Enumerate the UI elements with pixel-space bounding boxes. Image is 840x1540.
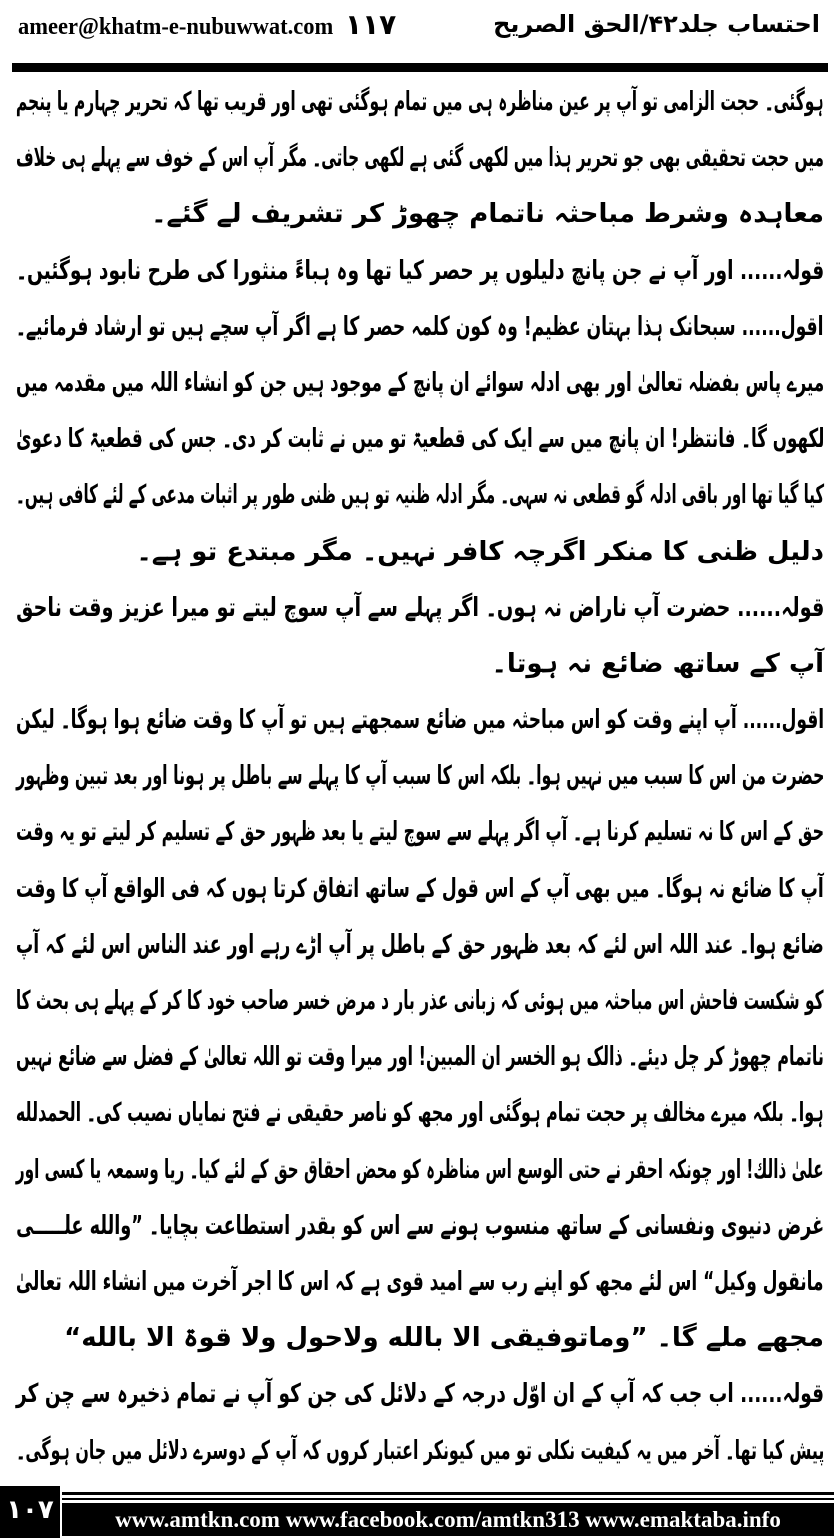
header-rule	[12, 63, 828, 72]
text-line-content: مانقول وکیل“ اس لئے مجھ کو اپنے رب سے امید قوی ہے کہ اس کا اجر آخرت میں انشاء اللہ تعالیٰ	[16, 1266, 824, 1297]
text-line	[16, 861, 824, 917]
text-line-content: ہوا۔ بلکہ میرے مخالف پر حجت تمام ہوگئی اور مجھ کو ناصر حقیقی نے فتح نمایاں نصیب کی۔ الحمدلله	[16, 1098, 824, 1129]
header-page-number: ۱۱۷	[345, 8, 397, 41]
text-line	[16, 1423, 824, 1479]
text-line-content: پیش کیا تھا۔ آخر میں یہ کیفیت نکلی تو میں کیونکر اعتبار کروں کہ آپ کے دوسرے دلائل میں جان ہوگی۔	[15, 1435, 824, 1466]
text-line	[16, 1254, 824, 1310]
text-line	[16, 524, 824, 580]
text-line-content: دلیل ظنی کا منکر اگرچہ کافر نہیں۔ مگر مبتدع تو ہے۔	[136, 536, 824, 567]
text-line-content: مجھے ملے گا۔ ”وماتوفیقی الا بالله ولاحول ولا قوۃ الا بالله“	[64, 1323, 824, 1354]
text-line-content: اقول...... آپ اپنے وقت کو اس مباحثہ میں ضائع سمجھتے ہیں تو آپ کا وقت ضائع ہوا ہوگا۔ لیکن	[15, 705, 824, 736]
text-line	[16, 973, 824, 1029]
text-line	[16, 299, 824, 355]
text-line-content: علیٰ ذالك! اور چونکہ احقر نے حتی الوسع اس مناظرہ کو محض احقاق حق کے لئے کیا۔ ریا وسمعہ یا کسی اور	[16, 1154, 824, 1185]
text-line-content: لکھوں گا۔ فانتظر! ان پانچ میں سے ایک کی قطعیۃ تو میں نے ثابت کر دی۔ جس کی قطعیۃ کا دعویٰ	[15, 424, 824, 455]
text-line-content: معاہدہ وشرط مباحثہ ناتمام چھوڑ کر تشریف لے گئے۔	[151, 199, 824, 230]
text-line	[16, 804, 824, 860]
text-line-content: کیا گیا تھا اور باقی ادلہ گو قطعی نہ سہی۔ مگر ادلہ ظنیہ تو ہیں ظنی طور پر اثبات مدعی کے لئے کافی ہیں۔	[15, 480, 824, 511]
text-line-content: غرض دنیوی ونفسانی کے ساتھ منسوب ہونے سے اس کو بقدر استطاعت بچایا۔ ”والله علـــــی	[15, 1210, 824, 1241]
text-line	[16, 917, 824, 973]
text-line-content: حضرت من اس کا سبب میں نہیں ہوا۔ بلکہ اس کا سبب آپ کا پہلے سے باطل پر ہونا اور بعد تبین وظہور	[15, 761, 824, 792]
footer-links: www.amtkn.com www.facebook.com/amtkn313 www.emaktaba.info	[62, 1503, 834, 1536]
text-line-content: حق کے اس کا نہ تسلیم کرنا ہے۔ آپ اگر پہلے سے سوچ لیتے یا بعد ظہور حق کے تسلیم کر لیتے تو یہ وقت	[15, 817, 824, 848]
footer-page-number: ۱۰۷	[0, 1486, 60, 1538]
body-text	[16, 74, 824, 1479]
text-line-content: قولہ...... اب جب کہ آپ کے ان اوّل درجہ کے دلائل کی جن کو آپ نے تمام ذخیرہ سے چن کر	[15, 1379, 824, 1410]
text-line-content: میرے پاس بفضلہ تعالیٰ اور بھی ادلہ سوائے ان پانچ کے موجود ہیں جن کو انشاء اللہ میں مقدمہ میں	[15, 367, 824, 398]
header-email: ameer@khatm-e-nubuwwat.com	[18, 14, 334, 40]
text-line	[16, 186, 824, 242]
text-line	[16, 636, 824, 692]
text-line-content: ہوگئی۔ حجت الزامی تو آپ پر عین مناظرہ ہی میں تمام ہوگئی تھی اور قریب تھا کہ تحریر چہارم یا پنجم	[16, 87, 824, 117]
text-line	[16, 1029, 824, 1085]
text-line	[16, 1310, 824, 1366]
text-line	[16, 580, 824, 636]
text-line	[16, 692, 824, 748]
text-line	[16, 130, 824, 186]
text-line-content: ناتمام چھوڑ کر چل دیئے۔ ذالک ہو الخسر ان المبین! اور میرا وقت تو اللہ تعالیٰ کے فضل سے ضائع نہیں	[16, 1042, 824, 1073]
text-line	[16, 243, 824, 299]
text-line	[16, 748, 824, 804]
header-book-title: احتساب جلد۴۲/الحق الصریح	[493, 10, 820, 38]
text-line-content: آپ کے ساتھ ضائع نہ ہوتا۔	[491, 648, 824, 679]
text-line	[16, 467, 824, 523]
footer-rule	[62, 1492, 834, 1495]
text-line	[16, 74, 824, 130]
text-line-content: ضائع ہوا۔ عند اللہ اس لئے کہ بعد ظہور حق کے باطل پر آپ اڑے رہے اور عند الناس اس لئے کہ آپ	[16, 929, 824, 960]
text-line	[16, 411, 824, 467]
text-line	[16, 1198, 824, 1254]
text-line-content: قولہ...... حضرت آپ ناراض نہ ہوں۔ اگر پہلے سے آپ سوچ لیتے تو میرا عزیز وقت ناحق	[15, 592, 824, 623]
text-line-content: میں حجت تحقیقی بھی جو تحریر ہذا میں لکھی گئی ہے لکھی جاتی۔ مگر آپ اس کے خوف سے پہلے ہی خلاف	[16, 143, 824, 174]
footer-rule	[62, 1498, 834, 1500]
text-line-content: کو شکست فاحش اس مباحثہ میں ہوئی کہ زبانی عذر بار د مرض خسر صاحب خود کا کر کے پہلے ہی بحث کا	[16, 986, 824, 1016]
page-header	[0, 0, 840, 60]
text-line-content: اقول...... سبحانک ہذا بہتان عظیم! وہ کون کلمہ حصر کا ہے اگر آپ سچے ہیں تو ارشاد فرمائیے۔	[16, 311, 824, 342]
text-line	[16, 355, 824, 411]
text-line-content: آپ کا ضائع نہ ہوگا۔ میں بھی آپ کے اس قول کے ساتھ اتفاق کرتا ہوں کہ فی الواقع آپ کا وقت	[16, 873, 824, 904]
text-line	[16, 1142, 824, 1198]
text-line	[16, 1085, 824, 1141]
text-line	[16, 1366, 824, 1422]
page-footer	[0, 1484, 840, 1540]
text-line-content: قولہ...... اور آپ نے جن پانچ دلیلوں پر حصر کیا تھا وہ ہباءً منثورا کی طرح نابود ہوگئیں۔	[15, 255, 824, 286]
